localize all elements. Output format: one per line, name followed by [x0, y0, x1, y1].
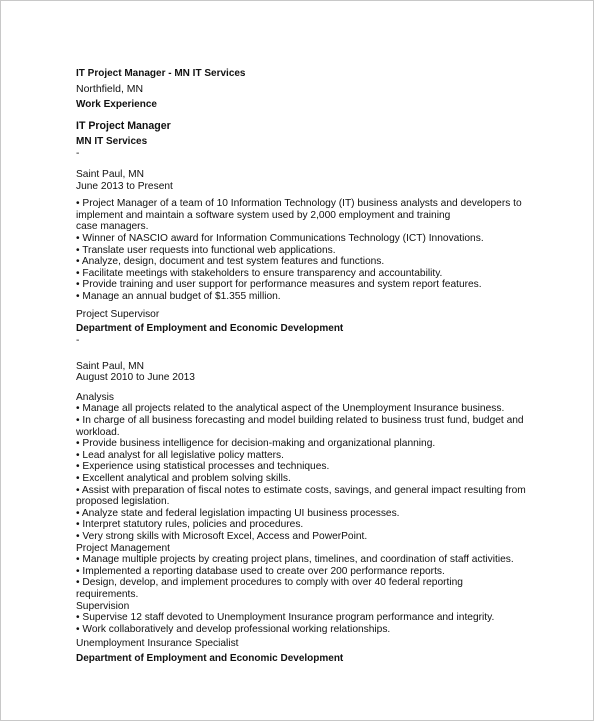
list-item: • Assist with preparation of fiscal notes to estimate costs, savings, and general impact resulting from	[76, 484, 526, 496]
list-item: • Analyze, design, document and test system features and functions.	[76, 256, 385, 268]
job1-dates: June 2013 to Present	[76, 180, 173, 192]
subsection-label: Supervision	[76, 600, 130, 612]
list-item: • Manage multiple projects by creating project plans, timelines, and coordination of staff activities.	[76, 554, 514, 566]
list-item: • Winner of NASCIO award for Information Communications Technology (ICT) Innovations.	[76, 232, 484, 244]
job2-org: Department of Employment and Economic Development	[76, 323, 344, 335]
list-item: • Lead analyst for all legislative policy matters.	[76, 449, 284, 461]
job2-title: Project Supervisor	[76, 308, 160, 320]
job2-dash: -	[76, 334, 80, 346]
job3-title: Unemployment Insurance Specialist	[76, 638, 239, 650]
work-experience-heading: Work Experience	[76, 99, 157, 111]
list-item: • Provide business intelligence for decision-making and organizational planning.	[76, 438, 436, 450]
list-item: • Facilitate meetings with stakeholders to ensure transparency and accountability.	[76, 267, 443, 279]
list-item: • Work collaboratively and develop professional working relationships.	[76, 623, 391, 635]
resume-header-location: Northfield, MN	[76, 82, 144, 95]
list-item: requirements.	[76, 588, 139, 600]
list-item: • In charge of all business forecasting and model building related to business trust fund, budget and	[76, 415, 524, 427]
resume-header-title: IT Project Manager - MN IT Services	[76, 68, 246, 79]
list-item: • Supervise 12 staff devoted to Unemployment Insurance program performance and integrity.	[76, 612, 495, 624]
list-item: • Manage an annual budget of $1.355 million.	[76, 290, 281, 302]
job3-org: Department of Employment and Economic Development	[76, 652, 344, 664]
job1-dash: -	[76, 147, 80, 159]
list-item: • Design, develop, and implement procedures to comply with over 40 federal reporting	[76, 577, 463, 589]
job1-org: MN IT Services	[76, 136, 148, 148]
job2-details	[76, 392, 526, 635]
job1-title: IT Project Manager	[76, 119, 171, 132]
job2-city: Saint Paul, MN	[76, 360, 144, 372]
list-item: • Provide training and user support for performance measures and system report features.	[76, 279, 482, 291]
list-item: • Experience using statistical processes and techniques.	[76, 461, 330, 473]
resume-content	[76, 68, 526, 665]
list-item: proposed legislation.	[76, 496, 170, 508]
job2-dates: August 2010 to June 2013	[76, 372, 195, 384]
list-item: • Interpret statutory rules, policies and procedures.	[76, 519, 304, 531]
job1-bullets	[76, 198, 526, 302]
list-item: • Project Manager of a team of 10 Information Technology (IT) business analysts and developers to	[76, 198, 522, 210]
list-item: • Implemented a reporting database used to create over 200 performance reports.	[76, 565, 445, 577]
list-item: • Manage all projects related to the analytical aspect of the Unemployment Insurance business.	[76, 403, 505, 415]
subsection-label: Analysis	[76, 391, 114, 403]
list-item: workload.	[76, 426, 120, 438]
list-item: • Translate user requests into functional web applications.	[76, 244, 336, 256]
list-item: • Excellent analytical and problem solving skills.	[76, 473, 291, 485]
list-item: implement and maintain a software system used by 2,000 employment and training	[76, 209, 451, 221]
list-item: case managers.	[76, 221, 149, 233]
list-item: • Analyze state and federal legislation impacting UI business processes.	[76, 507, 400, 519]
subsection-label: Project Management	[76, 542, 171, 554]
job1-city: Saint Paul, MN	[76, 168, 144, 180]
list-item: • Very strong skills with Microsoft Excel, Access and PowerPoint.	[76, 531, 368, 542]
